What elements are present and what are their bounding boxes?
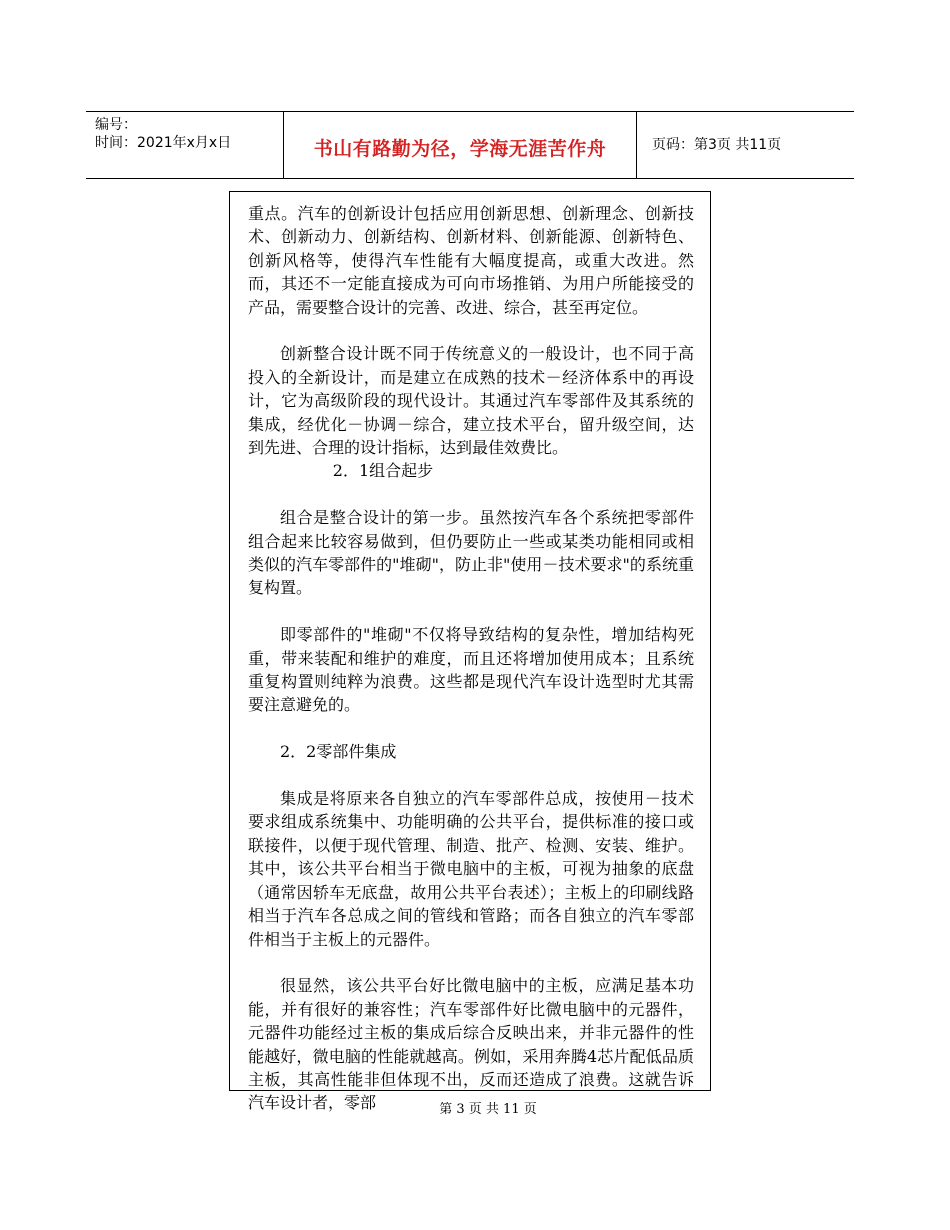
header-page-code: 页码：第3页 共11页 (652, 137, 782, 153)
paragraph-4: 即零部件的"堆砌"不仅将导致结构的复杂性，增加结构死重，带来装配和维护的难度，而且还将增加使用成本；且系统重复构置则纯粹为浪费。这些都是现代汽车设计选型时尤其需要注意避免的。 (248, 625, 694, 715)
document-body (248, 202, 694, 1115)
document-time-label: 时间：2021年x月x日 (95, 135, 232, 151)
paragraph-5: 集成是将原来各自独立的汽车零部件总成，按使用－技术要求组成系统集中、功能明确的公共平台，提供标准的接口或联接件，以便于现代管理、制造、批产、检测、安装、维护。其中，该公共平台相当于微电脑中的主板，可视为抽象的底盘（通常因轿车无底盘，故用公共平台表述）；主板上的印刷线路相当于汽车各总成之间的管线和管路；而各自独立的汽车零部件相当于主板上的元器件。 (248, 789, 694, 949)
page-header (86, 111, 854, 179)
paragraph-1: 重点。汽车的创新设计包括应用创新思想、创新理念、创新技术、创新动力、创新结构、创新材料、创新能源、创新特色、创新风格等，使得汽车性能有大幅度提高，或重大改进。然而，其还不一定能直接成为可向市场推销、为用户所能接受的产品，需要整合设计的完善、改进、综合，甚至再定位。 (248, 204, 694, 317)
document-number-label: 编号： (95, 117, 137, 133)
header-meta (95, 116, 231, 152)
page-footer: 第 3 页 共 11 页 (439, 1102, 537, 1117)
paragraph-3: 组合是整合设计的第一步。虽然按汽车各个系统把零部件组合起来比较容易做到，但仍要防止一些或某类功能相同或相类似的汽车零部件的"堆砌"，防止非"使用－技术要求"的系统重复构置。 (248, 508, 694, 598)
paragraph-2: 创新整合设计既不同于传统意义的一般设计，也不同于高投入的全新设计，而是建立在成熟的技术－经济体系中的再设计，它为高级阶段的现代设计。其通过汽车零部件及其系统的集成，经优化－协调－综合，建立技术平台，留升级空间，达到先进、合理的设计指标，达到最佳效费比。 (248, 344, 694, 458)
header-motto: 书山有路勤为径，学海无涯苦作舟 (313, 137, 607, 160)
paragraph-6: 很显然，该公共平台好比微电脑中的主板，应满足基本功能，并有很好的兼容性；汽车零部件好比微电脑中的元器件，元器件功能经过主板的集成后综合反映出来，并非元器件的性能越好，微电脑的性能就越高。例如，采用奔腾4芯片配低品质主板，其高性能非但体现不出，反而还造成了浪费。这就告诉汽车设计者，零部 (248, 976, 694, 1113)
section-heading-2-2: 2．2零部件集成 (280, 742, 397, 762)
header-motto-cell (283, 112, 637, 178)
section-heading-2-1: 2．1组合起步 (332, 461, 434, 481)
